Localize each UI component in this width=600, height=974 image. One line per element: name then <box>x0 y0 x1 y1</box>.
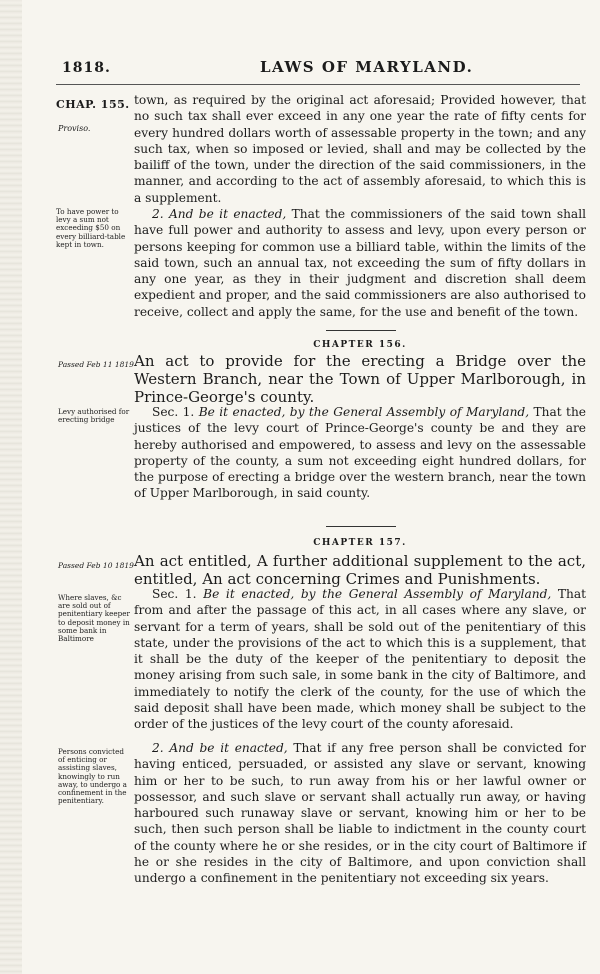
binding-gutter <box>0 0 22 974</box>
chapter-157-side-note-1: Where slaves, &c are sold out of penitentiary keeper to deposit money in some bank in Baltimore <box>58 593 130 644</box>
chapter-157-section-2 <box>134 740 586 887</box>
chapter-155-side-note: To have power to levy a sum not exceeding $50 on every billiard-table kept in town. <box>56 207 126 249</box>
proviso-side-label: Proviso. <box>58 124 91 133</box>
chapter-156-section-1 <box>134 404 586 502</box>
chapter-divider <box>326 330 396 331</box>
page-header <box>40 56 580 82</box>
section-2-lead: 2. And be it enacted, <box>152 207 287 221</box>
section-1-enacting-clause: Be it enacted, by the General Assembly of Maryland, <box>198 405 530 419</box>
running-title: LAWS OF MARYLAND. <box>260 58 474 76</box>
header-rule <box>56 84 580 85</box>
chapter-divider <box>326 526 396 527</box>
chapter-156-passed-date: Passed Feb 11 1819 <box>58 360 134 369</box>
section-1-lead: Sec. 1. <box>152 587 197 601</box>
chapter-155-section-2 <box>134 206 586 320</box>
chapter-157-passed-date: Passed Feb 10 1819 <box>58 561 134 570</box>
section-2-lead: 2. And be it enacted, <box>152 741 288 755</box>
chapter-157-side-note-2: Persons convicted of enticing or assisting slaves, knowingly to run away, to undergo a confinement in the penitentiary. <box>58 747 127 806</box>
chapter-156-side-note: Levy authorised for erecting bridge <box>58 407 130 425</box>
section-1-text: That from and after the passage of this act, in all cases where any slave, or servant for a term of years, shall be sold out of the penitentiary of this state, under the provisions of the act to which this is a supplement, that it shall be the duty of the keeper of the penitentiary to deposit the money arising from such sale, in some bank in the city of Baltimore, and immediately to notify the clerk of the county, for the use of which the said deposit shall have been made, which money shall be subject to the order of the justices of the levy court of the county aforesaid. <box>134 587 587 732</box>
chapter-157-section-1 <box>134 586 586 733</box>
section-2-text: That the commissioners of the said town shall have full power and authority to assess and levy, upon every person or persons keeping for common use a billiard table, within the limits of the said town, such an annual tax, not exceeding the sum of fifty dollars in any one year, as they in their judgment and discretion shall deem expedient and proper, and the said commissioners are also authorised to receive, collect and apply the same, for the use and benefit of the town. <box>134 207 586 319</box>
chapter-156-title: An act to provide for the erecting a Bridge over the Western Branch, near the Town of Upper Marlborough, in Prince-George's county. <box>134 352 586 406</box>
chapter-157-title: An act entitled, A further additional supplement to the act, entitled, An act concerning Crimes and Punishments. <box>134 552 586 588</box>
chapter-157-heading: CHAPTER 157. <box>313 538 407 548</box>
section-2-text: That if any free person shall be convicted for having enticed, persuaded, or assisted any slave or servant, knowing him or her to be such, to run away from his or her lawful owner or possessor, and such slave or servant shall actually run away, or having harboured such runaway slave or servant, knowing him or her to be such, then such person shall be liable to indictment in the county court of the county where he or she resides, or in the city court of Baltimore if he or she resides in the city of Baltimore, and upon conviction shall undergo a confinement in the penitentiary not exceeding six years. <box>134 741 587 886</box>
section-1-enacting-clause: Be it enacted, by the General Assembly of Maryland, <box>203 587 552 601</box>
chapter-156-heading: CHAPTER 156. <box>313 340 407 350</box>
section-1-lead: Sec. 1. <box>152 405 195 419</box>
chapter-155-side-label: CHAP. 155. <box>56 98 130 111</box>
chapter-155-paragraph-1: town, as required by the original act aforesaid; Provided however, that no such tax shall ever exceed in any one year the rate of fifty cents for every hundred dollars worth of assessable property in the town; and any such tax, when so imposed or levied, shall and may be collected by the bailiff of the town, under the direction of the said commissioners, in the manner, and according to the act of assembly aforesaid, to which this is a supplement. <box>134 93 586 205</box>
page-year: 1818. <box>62 60 111 76</box>
section-1-text: That the justices of the levy court of Prince-George's county be and they are hereby authorised and empowered, to assess and levy on the assessable property of the county, a sum not exceeding eight hundred dollars, for the purpose of erecting a bridge over the western branch, near the town of Upper Marlborough, in said county. <box>134 405 587 501</box>
